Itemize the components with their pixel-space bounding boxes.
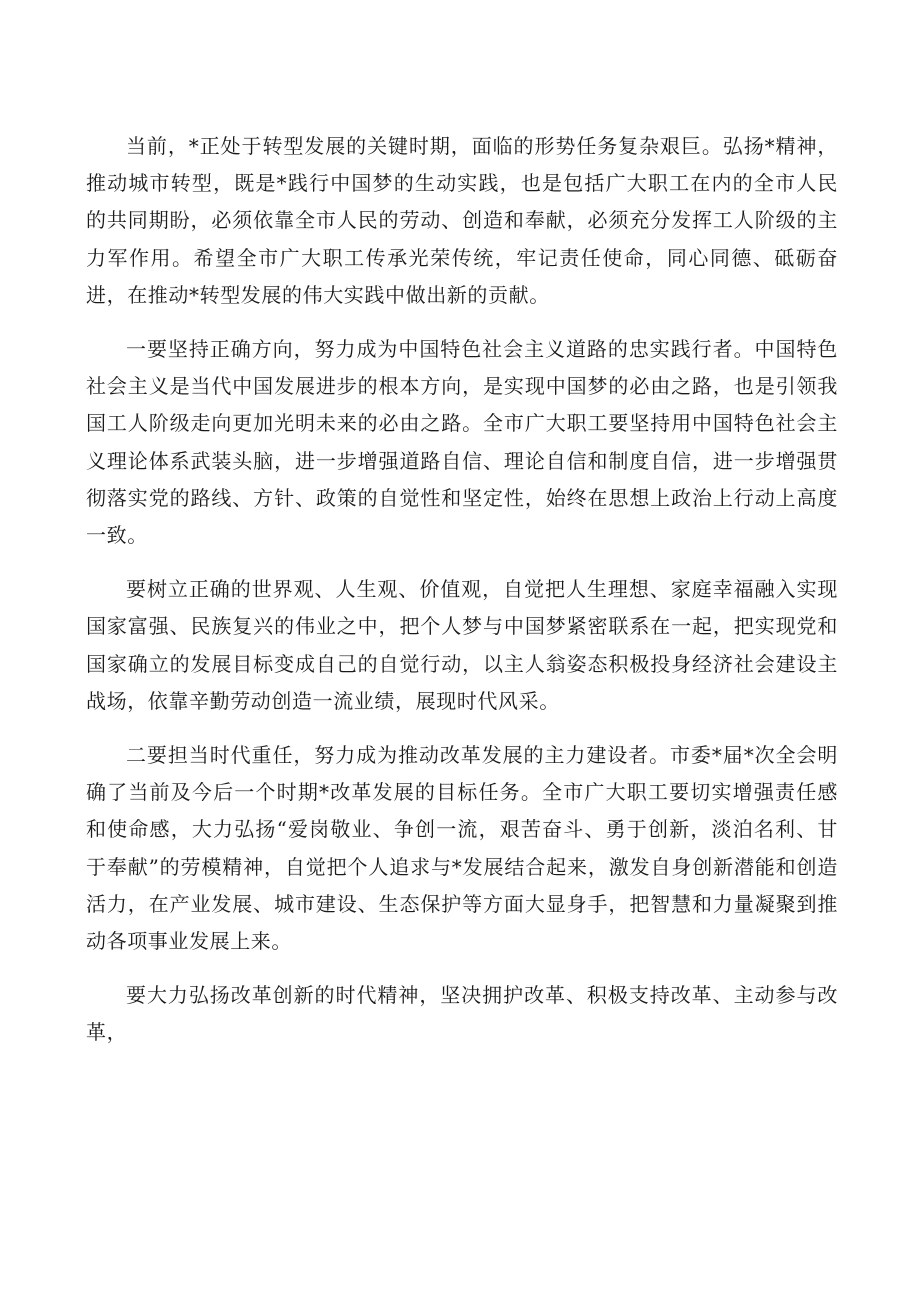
paragraph-reform-spirit: 要大力弘扬改革创新的时代精神，坚决拥护改革、积极支持改革、主动参与改革， xyxy=(86,983,838,1045)
paragraph-first-requirement: 一要坚持正确方向，努力成为中国特色社会主义道路的忠实践行者。中国特色社会主义是当代中国发展进步的根本方向，是实现中国梦的必由之路，也是引领我国工人阶级走向更加光明未来的必由之路。全市广大职工要坚持用中国特色社会主义理论体系武装头脑，进一步增强道路自信、理论自信和制度自信，进一步增强贯彻落实党的路线、方针、政策的自觉性和坚定性，始终在思想上政治上行动上高度一致。 xyxy=(86,337,838,548)
paragraph-worldview: 要树立正确的世界观、人生观、价值观，自觉把人生理想、家庭幸福融入实现国家富强、民族复兴的伟业之中，把个人梦与中国梦紧密联系在一起，把实现党和国家确立的发展目标变成自己的自觉行动，以主人翁姿态积极投身经济社会建设主战场，依靠辛勤劳动创造一流业绩，展现时代风采。 xyxy=(86,577,838,713)
paragraph-intro: 当前，*正处于转型发展的关键时期，面临的形势任务复杂艰巨。弘扬*精神，推动城市转型，既是*践行中国梦的生动实践，也是包括广大职工在内的全市人民的共同期盼，必须依靠全市人民的劳动、创造和奉献，必须充分发挥工人阶级的主力军作用。希望全市广大职工传承光荣传统，牢记责任使命，同心同德、砥砺奋进，在推动*转型发展的伟大实践中做出新的贡献。 xyxy=(86,134,838,307)
paragraph-second-requirement: 二要担当时代重任，努力成为推动改革发展的主力建设者。市委*届*次全会明确了当前及今后一个时期*改革发展的目标任务。全市广大职工要切实增强责任感和使命感，大力弘扬“爱岗敬业、争创一流，艰苦奋斗、勇于创新，淡泊名利、甘于奉献”的劳模精神，自觉把个人追求与*发展结合起来，激发自身创新潜能和创造活力，在产业发展、城市建设、生态保护等方面大显身手，把智慧和力量凝聚到推动各项事业发展上来。 xyxy=(86,743,838,954)
